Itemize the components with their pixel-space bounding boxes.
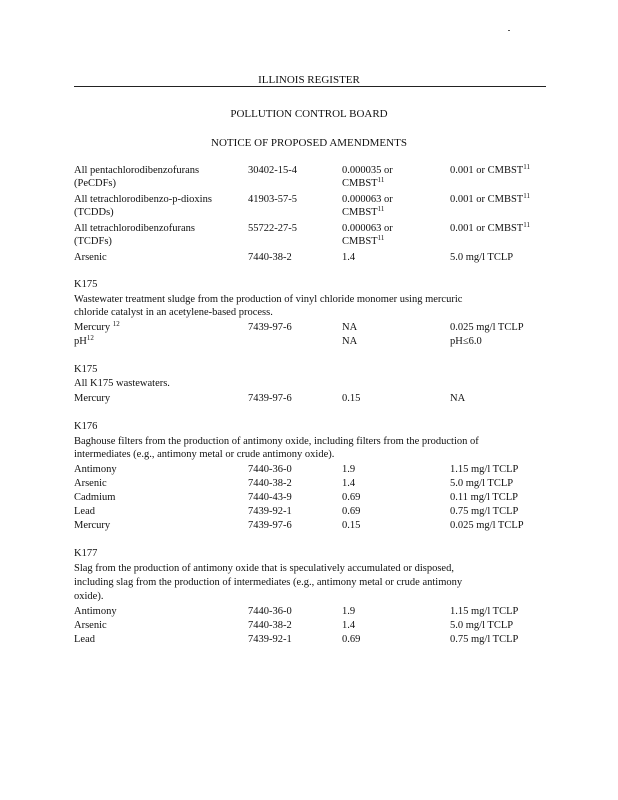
constituent-name: All tetrachlorodibenzofurans xyxy=(74,223,195,234)
cas-number: 7439-97-6 xyxy=(248,322,292,333)
constituent-name: Antimony xyxy=(74,606,117,617)
constituent-name: Antimony xyxy=(74,464,117,475)
nonwastewater-standard: 0.025 mg/l TCLP xyxy=(450,322,524,333)
waste-description: including slag from the production of intermediates (e.g., antimony metal or crude antimony xyxy=(74,577,463,588)
waste-description: Wastewater treatment sludge from the production of vinyl chloride monomer using mercuric xyxy=(74,294,463,305)
table-row xyxy=(74,633,544,646)
waste-description: Baghouse filters from the production of antimony oxide, including filters from the production of xyxy=(74,436,479,447)
cas-number: 41903-57-5 xyxy=(248,194,297,205)
table-row xyxy=(74,335,544,348)
nonwastewater-standard: 0.001 or CMBST$^{11}$ xyxy=(450,192,530,205)
nonwastewater-standard: 1.15 mg/l TCLP xyxy=(450,606,519,617)
header-rule xyxy=(74,86,546,87)
nonwastewater-standard: 0.001 or CMBST$^{11}$ xyxy=(450,163,530,176)
wastewater-standard: 1.9 xyxy=(342,606,356,617)
table-row xyxy=(74,177,544,190)
wastewater-standard: 1.9 xyxy=(342,464,356,475)
wastewater-standard: 0.000035 or xyxy=(342,165,393,176)
cas-number: 7439-97-6 xyxy=(248,520,292,531)
waste-description: Slag from the production of antimony oxide that is speculatively accumulated or disposed, xyxy=(74,563,454,574)
wastewater-standard: 0.15 xyxy=(342,520,361,531)
cas-number: 7440-43-9 xyxy=(248,492,292,503)
table-row xyxy=(74,251,544,264)
constituent-name: $pH^{12}$ xyxy=(74,334,94,347)
wastewater-standard: 0.000063 or xyxy=(342,223,393,234)
constituent-name: Mercury $^{12}$ xyxy=(74,320,120,333)
wastewater-standard: 0.69 xyxy=(342,634,361,645)
waste-description: All K175 wastewaters. xyxy=(74,378,170,389)
wastewater-standard: NA xyxy=(342,322,358,333)
constituent-name: Lead xyxy=(74,634,95,645)
table-row xyxy=(74,321,544,334)
nonwastewater-standard: 0.75 mg/l TCLP xyxy=(450,506,519,517)
wastewater-standard: 0.15 xyxy=(342,393,361,404)
wastewater-standard: 1.4 xyxy=(342,478,356,489)
nonwastewater-standard: 0.11 mg/l TCLP xyxy=(450,492,518,503)
nonwastewater-standard: 5.0 mg/l TCLP xyxy=(450,252,514,263)
table-row xyxy=(74,519,544,532)
nonwastewater-standard: 5.0 mg/l TCLP xyxy=(450,620,514,631)
wastewater-standard: NA xyxy=(342,336,358,347)
wastewater-standard: 0.69 xyxy=(342,492,361,503)
waste-description: oxide). xyxy=(74,591,104,602)
wastewater-standard: 0.000063 or xyxy=(342,194,393,205)
constituent-name: Cadmium xyxy=(74,492,116,503)
constituent-name: Mercury xyxy=(74,393,111,404)
constituent-name: (PeCDFs) xyxy=(74,178,117,189)
table-row xyxy=(74,505,544,518)
register-title: ILLINOIS REGISTER xyxy=(258,74,360,86)
table-row xyxy=(74,477,544,490)
wastewater-standard: CMBST$^{11}$ xyxy=(342,234,385,247)
cas-number: 7440-36-0 xyxy=(248,606,292,617)
table-row xyxy=(74,491,544,504)
table-row xyxy=(74,605,544,618)
nonwastewater-standard: 0.001 or CMBST$^{11}$ xyxy=(450,221,530,234)
wastewater-standard: 1.4 xyxy=(342,620,356,631)
table-row xyxy=(74,222,544,235)
table-row xyxy=(74,235,544,248)
cas-number: 7440-38-2 xyxy=(248,620,292,631)
cas-number: 7439-92-1 xyxy=(248,506,292,517)
cas-number: 7440-36-0 xyxy=(248,464,292,475)
table-row xyxy=(74,193,544,206)
table-row xyxy=(74,619,544,632)
board-title: POLLUTION CONTROL BOARD xyxy=(230,108,388,120)
constituent-name: Arsenic xyxy=(74,478,107,489)
table-row xyxy=(74,206,544,219)
constituent-name: Arsenic xyxy=(74,252,107,263)
wastewater-standard: 0.69 xyxy=(342,506,361,517)
notice-title: NOTICE OF PROPOSED AMENDMENTS xyxy=(211,137,407,149)
nonwastewater-standard: pH≤6.0 xyxy=(450,336,482,347)
waste-description: intermediates (e.g., antimony metal or crude antimony oxide). xyxy=(74,449,335,460)
constituent-name: (TCDFs) xyxy=(74,236,112,247)
constituent-name: Lead xyxy=(74,506,95,517)
constituent-name: All tetrachlorodibenzo-p-dioxins xyxy=(74,194,212,205)
constituent-name: Mercury xyxy=(74,520,111,531)
nonwastewater-standard: NA xyxy=(450,393,466,404)
waste-code: K175 xyxy=(74,279,98,290)
nonwastewater-standard: 0.75 mg/l TCLP xyxy=(450,634,519,645)
constituent-name: Arsenic xyxy=(74,620,107,631)
nonwastewater-standard: 5.0 mg/l TCLP xyxy=(450,478,514,489)
table-row xyxy=(74,463,544,476)
cas-number: 7440-38-2 xyxy=(248,478,292,489)
scan-speck xyxy=(508,30,510,31)
cas-number: 7439-92-1 xyxy=(248,634,292,645)
nonwastewater-standard: 1.15 mg/l TCLP xyxy=(450,464,519,475)
waste-description: chloride catalyst in an acetylene-based process. xyxy=(74,307,273,318)
waste-code: K177 xyxy=(74,548,98,559)
waste-code: K175 xyxy=(74,364,98,375)
cas-number: 55722-27-5 xyxy=(248,223,297,234)
wastewater-standard: CMBST$^{11}$ xyxy=(342,205,385,218)
constituent-name: (TCDDs) xyxy=(74,207,114,218)
wastewater-standard: 1.4 xyxy=(342,252,356,263)
cas-number: 7440-38-2 xyxy=(248,252,292,263)
table-row xyxy=(74,392,544,405)
cas-number: 30402-15-4 xyxy=(248,165,297,176)
nonwastewater-standard: 0.025 mg/l TCLP xyxy=(450,520,524,531)
constituent-name: All pentachlorodibenzofurans xyxy=(74,165,200,176)
waste-code: K176 xyxy=(74,421,98,432)
cas-number: 7439-97-6 xyxy=(248,393,292,404)
table-row xyxy=(74,164,544,177)
wastewater-standard: CMBST$^{11}$ xyxy=(342,176,385,189)
